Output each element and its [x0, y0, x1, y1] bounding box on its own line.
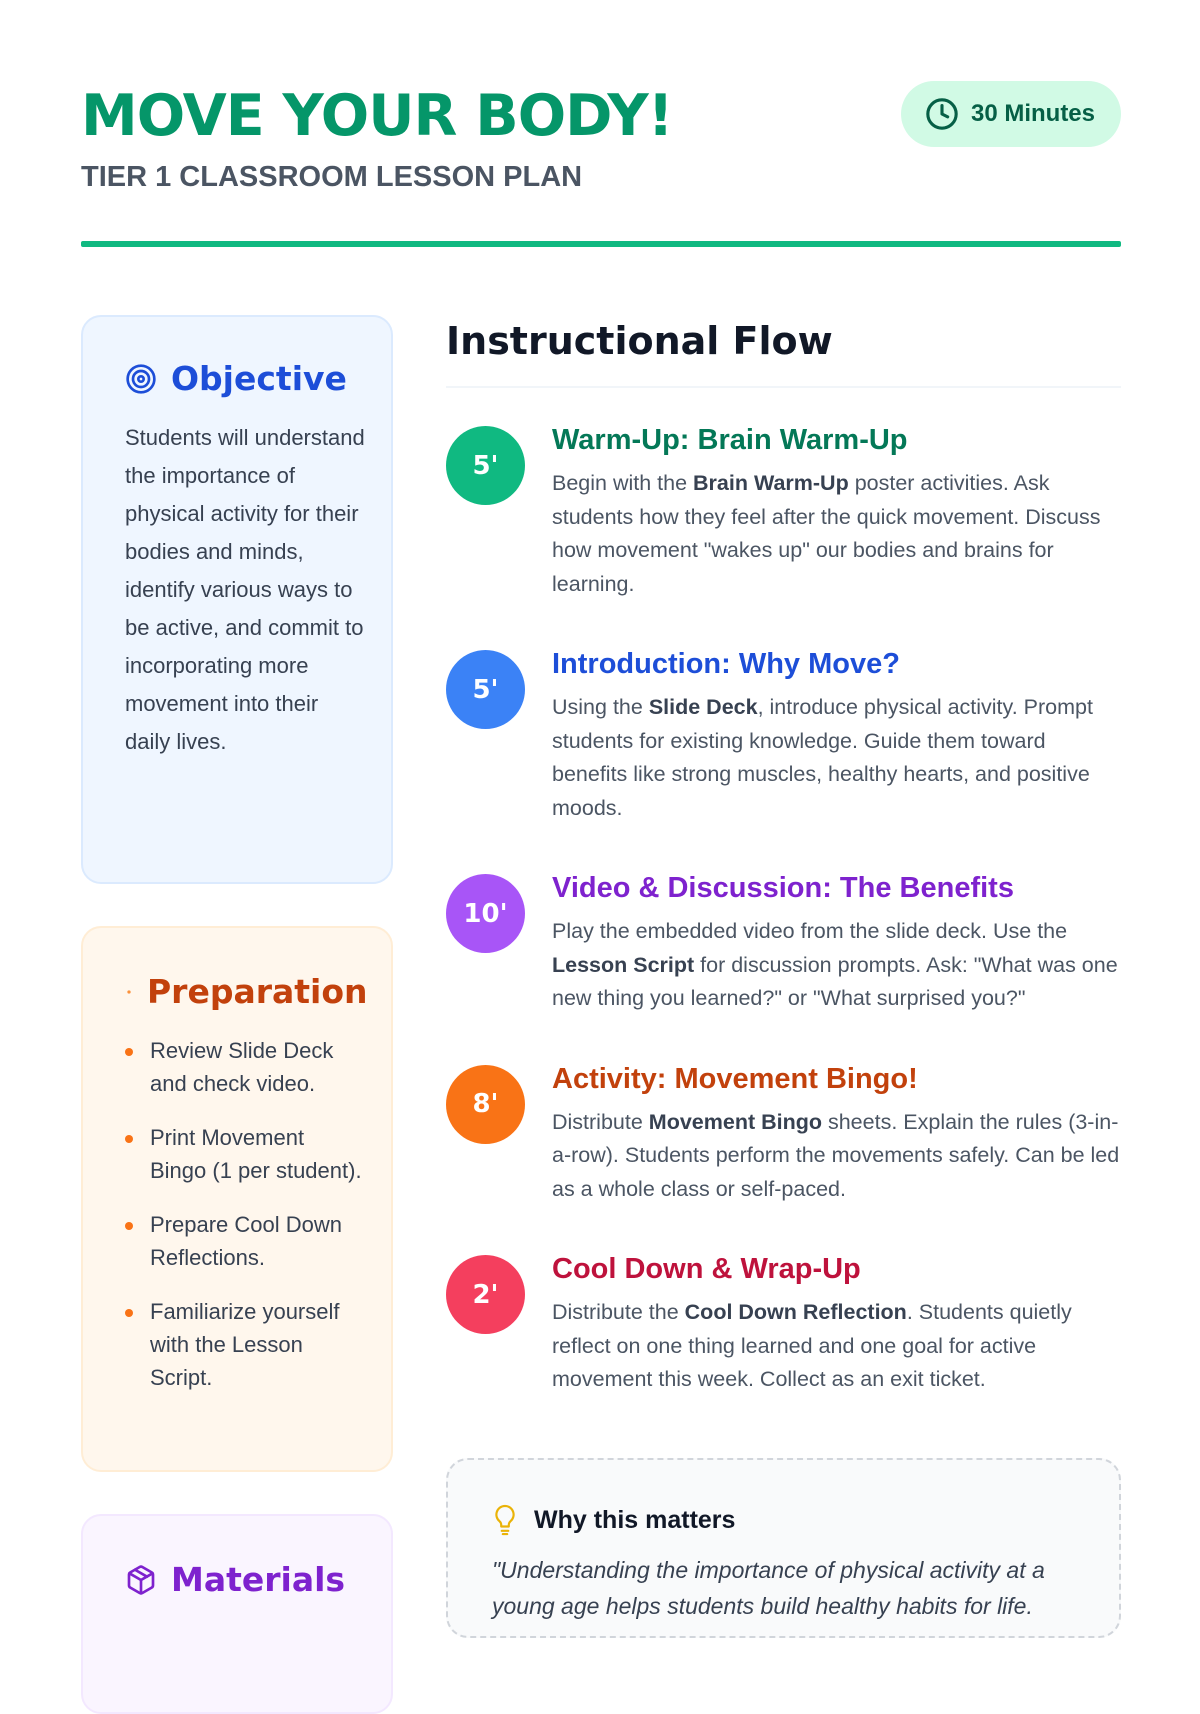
clock-icon	[925, 97, 959, 131]
duration-badge	[901, 81, 1121, 147]
step-title: Warm-Up: Brain Warm-Up	[552, 424, 908, 456]
flow-step-warm-up	[446, 420, 1121, 601]
flow-step-activity	[446, 1059, 1121, 1207]
preparation-heading	[125, 968, 368, 1016]
list-item-text: Review Slide Deck and check video.	[150, 1038, 334, 1096]
step-title: Cool Down & Wrap-Up	[552, 1253, 861, 1285]
why-this-matters-callout	[446, 1458, 1121, 1638]
step-description: Distribute the Cool Down Reflection. Students quietly reflect on one thing learned and one goal for active movement this week. Collect as an exit ticket.	[552, 1300, 1072, 1391]
materials-card	[81, 1514, 393, 1714]
step-description: Begin with the Brain Warm-Up poster activities. Ask students how they feel after the quick movement. Discuss how movement "wakes up" our bodies and brains for learning.	[552, 471, 1101, 596]
flow-step-video	[446, 868, 1121, 1016]
bullet-icon	[125, 1048, 133, 1056]
lightbulb-icon	[492, 1503, 518, 1537]
list-item-text: Prepare Cool Down Reflections.	[150, 1212, 342, 1270]
bullet-icon	[125, 1222, 133, 1230]
flow-title: Instructional Flow	[446, 319, 833, 363]
step-description: Using the Slide Deck, introduce physical activity. Prompt students for existing knowledge. Guide them toward benefits like strong muscles, healthy hearts, and positive moods.	[552, 695, 1093, 820]
duration-label: 30 Minutes	[970, 100, 1095, 127]
step-title: Introduction: Why Move?	[552, 648, 900, 680]
preparation-heading-label: Preparation	[147, 972, 368, 1011]
bullet-icon	[125, 1309, 133, 1317]
flow-step-introduction	[446, 644, 1121, 825]
list-item-text: Familiarize yourself with the Lesson Script.	[150, 1299, 340, 1390]
time-badge: 2'	[446, 1255, 525, 1334]
time-badge: 10'	[446, 874, 525, 953]
preparation-list	[125, 1034, 365, 1394]
page-subtitle: TIER 1 CLASSROOM LESSON PLAN	[81, 161, 583, 193]
objective-heading	[125, 355, 365, 403]
lesson-header	[81, 80, 1121, 248]
why-heading	[492, 1502, 1079, 1538]
dot-icon	[125, 976, 133, 1008]
sidebar	[81, 315, 393, 1714]
time-badge: 5'	[446, 650, 525, 729]
flow-step-cool-down	[446, 1249, 1121, 1397]
instructional-flow	[446, 305, 1121, 1397]
step-description: Play the embedded video from the slide deck. Use the Lesson Script for discussion prompts. Ask: "What was one new thing you learned?" or "What surprised you?"	[552, 919, 1118, 1010]
objective-text: Students will understand the importance of physical activity for their bodies and minds, identify various ways to be active, and commit to incorporating more movement into their daily lives.	[125, 425, 365, 754]
list-item	[125, 1034, 365, 1100]
objective-heading-label: Objective	[171, 359, 347, 398]
list-item	[125, 1121, 365, 1187]
flow-divider	[446, 386, 1121, 388]
step-description: Distribute Movement Bingo sheets. Explain the rules (3-in-a-row). Students perform the movements safely. Can be led as a whole class or self-paced.	[552, 1109, 1120, 1201]
page-title: MOVE YOUR BODY!	[81, 83, 673, 149]
target-icon	[125, 363, 157, 395]
step-title: Activity: Movement Bingo!	[552, 1062, 918, 1095]
objective-card	[81, 315, 393, 884]
materials-heading-label: Materials	[171, 1560, 346, 1599]
list-item	[125, 1208, 365, 1274]
box-icon	[125, 1564, 157, 1596]
step-title: Video & Discussion: The Benefits	[552, 872, 1014, 904]
time-badge: 5'	[446, 426, 525, 505]
time-badge: 8'	[446, 1065, 525, 1144]
materials-heading	[125, 1556, 365, 1604]
header-divider	[81, 241, 1121, 247]
why-heading-label: Why this matters	[534, 1506, 736, 1534]
preparation-card	[81, 926, 393, 1472]
bullet-icon	[125, 1135, 133, 1143]
list-item	[125, 1295, 365, 1394]
why-quote: "Understanding the importance of physical activity at a young age helps students build healthy habits for life.	[492, 1557, 1045, 1619]
list-item-text: Print Movement Bingo (1 per student).	[150, 1125, 362, 1183]
